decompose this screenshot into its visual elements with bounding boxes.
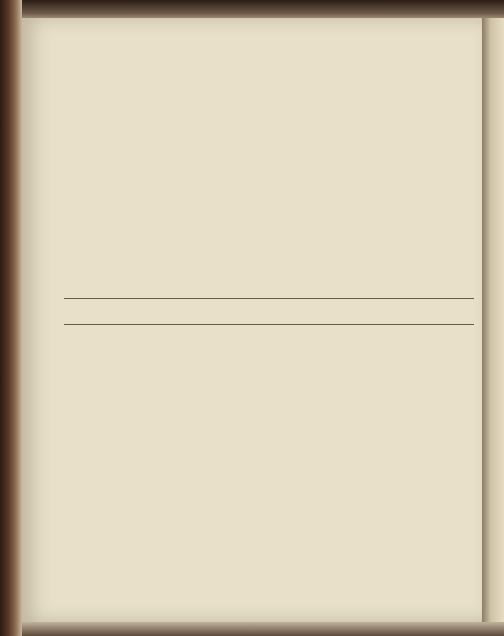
book-bottom-edge — [22, 622, 504, 636]
section-rule-bottom — [64, 324, 474, 325]
book-page — [22, 18, 482, 622]
adjacent-page-strip — [482, 18, 504, 622]
section-rule-top — [64, 298, 474, 299]
book-binding-edge — [0, 0, 22, 636]
